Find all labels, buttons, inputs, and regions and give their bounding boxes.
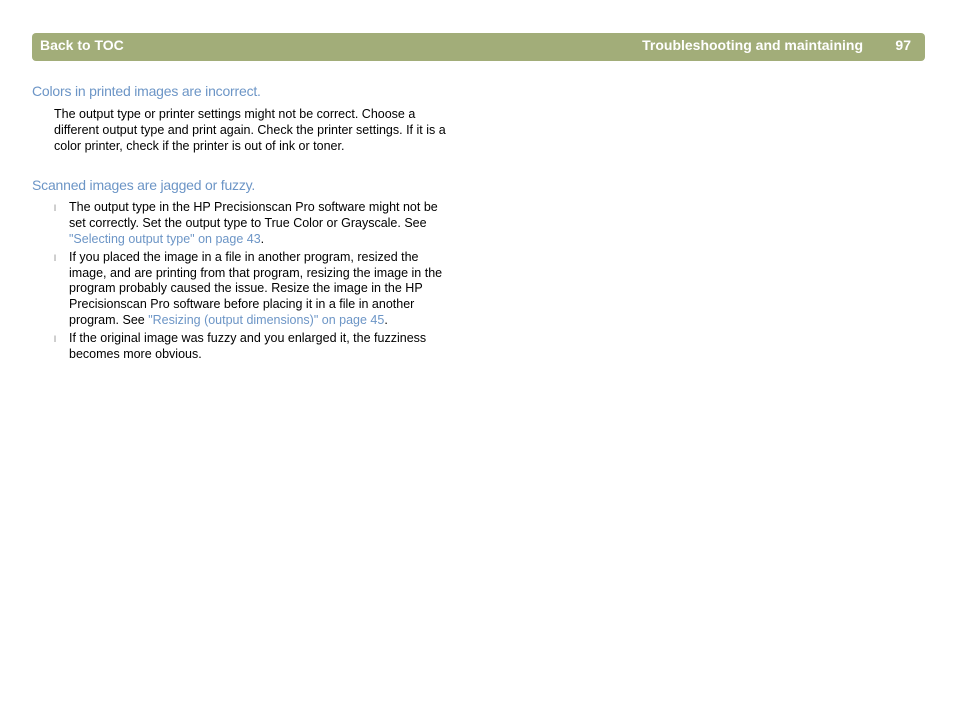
list-item: [54, 200, 446, 247]
bullet-text: The output type in the HP Precisionscan Pro software might not be set correctly. Set the output type to True Color or Grayscale. See: [69, 200, 438, 230]
colors-paragraph: The output type or printer settings might not be correct. Choose a different output type and print again. Check the printer settings. If it is a color printer, check if the printer is out of ink or toner.: [54, 107, 446, 154]
jagged-fuzzy-list: [54, 200, 446, 365]
bullet-icon: l: [54, 252, 56, 263]
back-to-toc-link[interactable]: Back to TOC: [40, 37, 124, 53]
bullet-icon: l: [54, 203, 56, 213]
page-number: 97: [895, 37, 911, 53]
list-item: [54, 331, 446, 363]
heading-jagged-fuzzy: Scanned images are jagged or fuzzy.: [32, 177, 256, 193]
bullet-text: If the original image was fuzzy and you enlarged it, the fuzziness becomes more obvious.: [69, 331, 427, 362]
bullet-text-end: .: [384, 313, 388, 328]
section-title: Troubleshooting and maintaining: [642, 37, 863, 53]
heading-colors-incorrect: Colors in printed images are incorrect.: [32, 83, 261, 99]
bullet-text-end: .: [260, 231, 265, 246]
resizing-output-dimensions-link[interactable]: "Resizing (output dimensions)" on page 45: [148, 313, 385, 328]
bullet-icon: l: [54, 334, 56, 345]
list-item: [54, 250, 446, 329]
bullet-text: If you placed the image in a file in another program, resized the image, and are printing from that program, resizing the image in the program probably caused the issue. Resize the image in the HP Precisionscan Pro software before placing it in a file in another program. See: [69, 249, 443, 328]
selecting-output-type-link[interactable]: "Selecting output type" on page 43: [69, 231, 261, 246]
header-bar: [32, 33, 925, 61]
